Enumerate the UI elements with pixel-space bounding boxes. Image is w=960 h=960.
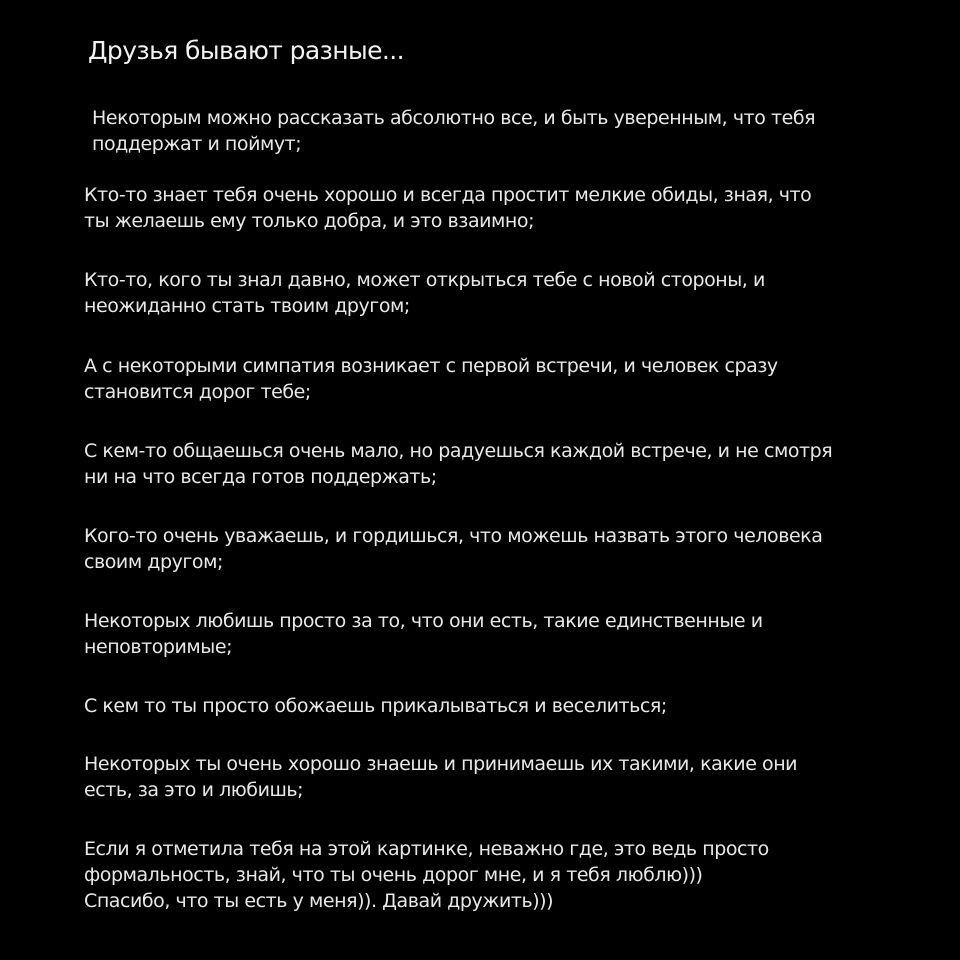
paragraph-6 bbox=[84, 523, 822, 575]
paragraph-2-line-1: Кто-то знает тебя очень хорошо и всегда простит мелкие обиды, зная, что bbox=[84, 184, 812, 206]
paragraph-5-line-1: С кем-то общаешься очень мало, но радуешься каждой встрече, и не смотря bbox=[84, 440, 833, 462]
paragraph-6-line-2: своим другом; bbox=[84, 551, 223, 573]
paragraph-5-line-2: ни на что всегда готов поддержать; bbox=[84, 466, 437, 488]
paragraph-8 bbox=[84, 693, 667, 719]
paragraph-3-line-2: неожиданно стать твоим другом; bbox=[84, 295, 410, 317]
paragraph-6-line-1: Кого-то очень уважаешь, и гордишься, что можешь назвать этого человека bbox=[84, 525, 823, 547]
paragraph-4-line-1: А с некоторыми симпатия возникает с первой встречи, и человек сразу bbox=[84, 355, 778, 377]
paragraph-7-line-2: неповторимые; bbox=[84, 636, 233, 658]
paragraph-3-line-1: Кто-то, кого ты знал давно, может открыться тебе с новой стороны, и bbox=[84, 269, 765, 291]
paragraph-10-line-2: формальность, знай, что ты очень дорог мне, и я тебя люблю))) bbox=[84, 864, 703, 886]
paragraph-1 bbox=[92, 105, 815, 157]
paragraph-5 bbox=[84, 438, 832, 490]
page-title: Друзья бывают разные... bbox=[88, 36, 404, 65]
paragraph-9-line-1: Некоторых ты очень хорошо знаешь и принимаешь их такими, какие они bbox=[84, 753, 798, 775]
paragraph-7-line-1: Некоторых любишь просто за то, что они есть, такие единственные и bbox=[84, 610, 763, 632]
paragraph-7 bbox=[84, 608, 763, 660]
paragraph-3 bbox=[84, 267, 765, 319]
paragraph-4 bbox=[84, 353, 778, 405]
paragraph-10 bbox=[84, 836, 769, 914]
paragraph-2 bbox=[84, 182, 811, 234]
paragraph-8-line-1: С кем то ты просто обожаешь прикалываться и веселиться; bbox=[84, 695, 667, 717]
paragraph-1-line-2: поддержат и поймут; bbox=[92, 133, 302, 155]
paragraph-10-line-1: Если я отметила тебя на этой картинке, неважно где, это ведь просто bbox=[84, 838, 769, 860]
paragraph-2-line-2: ты желаешь ему только добра, и это взаимно; bbox=[84, 210, 535, 232]
paragraph-4-line-2: становится дорог тебе; bbox=[84, 381, 311, 403]
paragraph-1-line-1: Некоторым можно рассказать абсолютно все, и быть уверенным, что тебя bbox=[92, 107, 816, 129]
paragraph-9 bbox=[84, 751, 797, 803]
paragraph-10-line-3: Спасибо, что ты есть у меня)). Давай дружить))) bbox=[84, 890, 554, 912]
paragraph-9-line-2: есть, за это и любишь; bbox=[84, 779, 304, 801]
